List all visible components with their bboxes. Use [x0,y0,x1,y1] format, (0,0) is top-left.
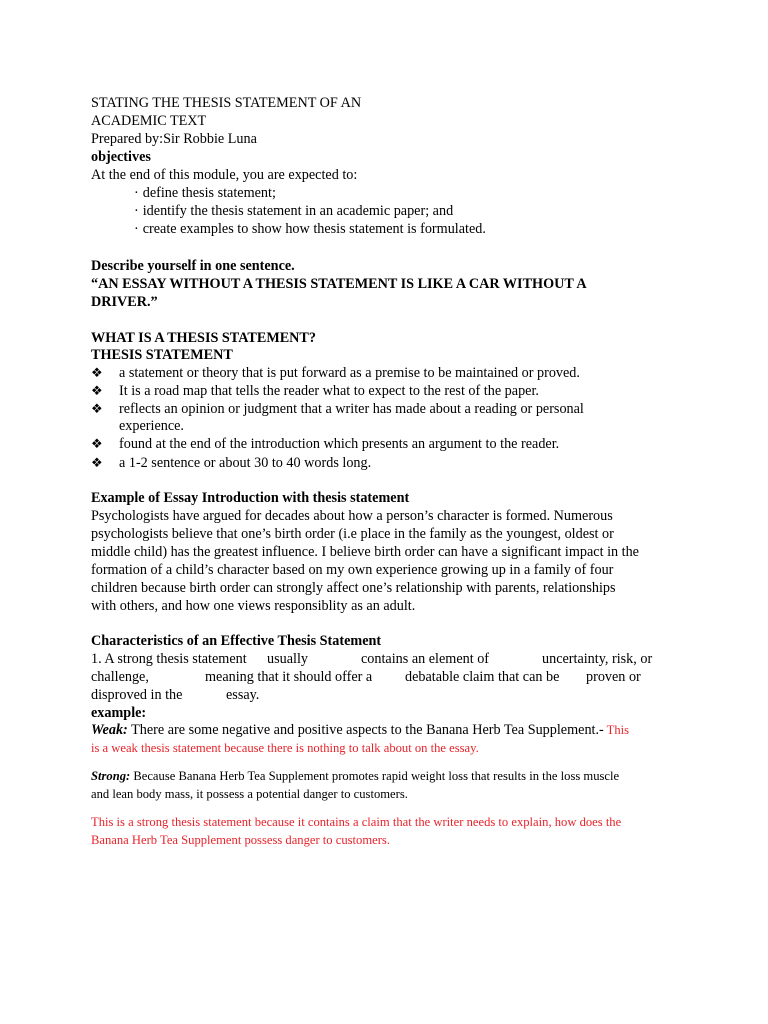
thesis-bullet-text: a statement or theory that is put forward as a premise to be maintained or proved. [119,365,580,381]
example-paragraph-line: middle child) has the greatest influence. I believe birth order can have a significant impact in the [91,544,639,560]
bullet-dot-icon: · [134,203,139,219]
title-line-2: ACADEMIC TEXT [91,113,207,129]
weak-explanation-line: is a weak thesis statement because there is nothing to talk about on the essay. [91,741,479,755]
characteristic-fragment: challenge, [91,669,149,685]
diamond-bullet-icon: ❖ [91,365,103,380]
weak-example-text: There are some negative and positive aspects to the Banana Herb Tea Supplement.- [127,722,604,738]
objectives-intro: At the end of this module, you are expected to: [91,167,358,183]
characteristic-line [91,668,641,686]
describe-heading: Describe yourself in one sentence. [91,258,295,274]
characteristic-fragment: contains an element of [361,651,490,667]
characteristic-fragment: 1. A strong thesis statement [91,651,247,667]
quote-line-1: “AN ESSAY WITHOUT A THESIS STATEMENT IS LIKE A CAR WITHOUT A [91,276,587,292]
bullet-dot-icon: · [134,185,139,201]
characteristic-fragment: uncertainty, risk, or [542,651,653,667]
characteristic-fragment: debatable claim that can be [405,669,560,685]
prepared-by: Prepared by:Sir Robbie Luna [91,131,257,147]
title-line-1: STATING THE THESIS STATEMENT OF AN [91,95,362,111]
objective-text: identify the thesis statement in an academic paper; and [142,203,454,219]
thesis-bullet-text: reflects an opinion or judgment that a writer has made about a reading or personal [119,401,584,417]
thesis-bullet-continuation: experience. [119,418,184,434]
strong-explanation-line: Banana Herb Tea Supplement possess danger to customers. [91,833,390,847]
strong-label: Strong: [91,769,131,783]
characteristics-heading: Characteristics of an Effective Thesis Statement [91,633,382,649]
weak-explanation: This [603,723,630,737]
example-paragraph-line: formation of a child’s character based on my own experience growing up in a family of four [91,562,614,578]
weak-example-line [91,721,629,739]
diamond-bullet-icon: ❖ [91,401,103,416]
example-paragraph-line: psychologists believe that one’s birth order (i.e place in the family as the youngest, oldest or [91,526,614,542]
characteristic-fragment: proven or [586,669,641,685]
diamond-bullet-icon: ❖ [91,436,103,451]
example-paragraph-line: children because birth order can strongly affect one’s relationship with parents, relationships [91,580,616,596]
what-is-heading: WHAT IS A THESIS STATEMENT? [91,330,316,346]
strong-example-line: and lean body mass, it possess a potential danger to customers. [91,787,408,801]
example-label: example: [91,705,147,721]
example-paragraph-line: with others, and how one views responsiblity as an adult. [91,598,416,614]
objectives-heading: objectives [91,149,151,165]
objective-text: create examples to show how thesis statement is formulated. [142,221,486,237]
characteristic-fragment: essay. [226,687,260,703]
weak-label: Weak: [91,722,128,738]
strong-example-line [91,767,619,785]
characteristic-fragment: meaning that it should offer a [205,669,373,685]
thesis-bullet-text: It is a road map that tells the reader what to expect to the rest of the paper. [119,383,539,399]
thesis-bullet-text: found at the end of the introduction which presents an argument to the reader. [119,436,560,452]
thesis-bullet-text: a 1-2 sentence or about 30 to 40 words long. [119,455,372,471]
example-paragraph-line: Psychologists have argued for decades about how a person’s character is formed. Numerous [91,508,613,524]
characteristic-fragment: disproved in the [91,687,183,703]
characteristic-line [91,650,652,668]
objective-item [134,202,453,220]
objective-text: define thesis statement; [142,185,276,201]
diamond-bullet-icon: ❖ [91,455,103,470]
example-heading: Example of Essay Introduction with thesis statement [91,490,410,506]
quote-line-2: DRIVER.” [91,294,158,310]
bullet-dot-icon: · [134,221,139,237]
characteristic-line [91,686,259,704]
strong-example-text: Because Banana Herb Tea Supplement promotes rapid weight loss that results in the loss muscle [130,769,620,783]
characteristic-fragment: usually [267,651,308,667]
thesis-heading: THESIS STATEMENT [91,347,233,363]
strong-explanation-line: This is a strong thesis statement because it contains a claim that the writer needs to explain, how does the [91,815,622,829]
objective-item [134,184,276,202]
diamond-bullet-icon: ❖ [91,383,103,398]
objective-item [134,220,486,238]
